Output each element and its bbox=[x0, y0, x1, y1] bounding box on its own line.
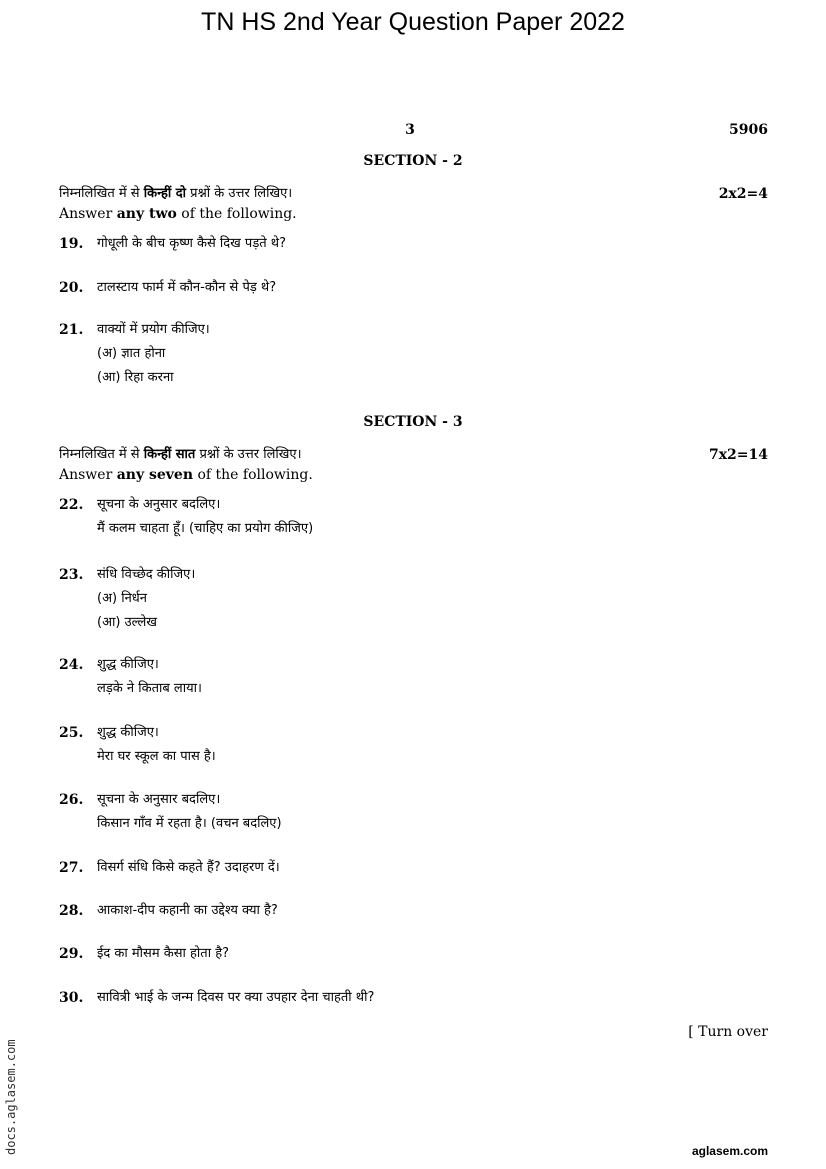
section-2-instruction-english: Answer any two of the following. bbox=[59, 206, 297, 222]
section-3-instructions bbox=[59, 444, 769, 486]
section-3-heading: SECTION - 3 bbox=[363, 414, 463, 430]
question-25: 25. शुद्ध कीजिए। मेरा घर स्कूल का पास है। bbox=[59, 725, 216, 764]
section-2-instruction-hindi: निम्नलिखित में से किन्हीं दो प्रश्नों के उत्तर लिखिए। bbox=[59, 186, 293, 201]
question-21: 21. वाक्यों में प्रयोग कीजिए। (अ) ज्ञात होना (आ) रिहा करना bbox=[59, 318, 769, 390]
question-23: 23. संधि विच्छेद कीजिए। (अ) निर्धन (आ) उल्लेख bbox=[59, 563, 769, 635]
section-2-marks: 2x2=4 bbox=[718, 186, 768, 202]
page-banner-title: TN HS 2nd Year Question Paper 2022 bbox=[201, 8, 625, 36]
section-2-heading: SECTION - 2 bbox=[363, 153, 463, 169]
question-27: 27. विसर्ग संधि किसे कहते हैं? उदाहरण दें। bbox=[59, 860, 280, 876]
question-29: 29. ईद का मौसम कैसा होता है? bbox=[59, 946, 229, 962]
section-3-instruction-hindi: निम्नलिखित में से किन्हीं सात प्रश्नों के उत्तर लिखिए। bbox=[59, 447, 302, 462]
question-30: 30. सावित्री भाई के जन्म दिवस पर क्या उपहार देना चाहती थी? bbox=[59, 990, 375, 1006]
option-b: (आ) उल्लेख bbox=[97, 615, 157, 630]
question-24: 24. शुद्ध कीजिए। लड़के ने किताब लाया। bbox=[59, 657, 202, 696]
option-a: (अ) निर्धन bbox=[97, 591, 147, 606]
section-2-instructions bbox=[59, 183, 769, 225]
footer-site-name: aglasem.com bbox=[691, 1144, 768, 1158]
page-number: 3 bbox=[405, 122, 415, 138]
question-28: 28. आकाश-दीप कहानी का उद्देश्य क्या है? bbox=[59, 903, 278, 919]
question-22: 22. सूचना के अनुसार बदलिए। मैं कलम चाहता हूँ। (चाहिए का प्रयोग कीजिए) bbox=[59, 497, 314, 536]
option-b: (आ) रिहा करना bbox=[97, 370, 174, 385]
question-26: 26. सूचना के अनुसार बदलिए। किसान गाँव में रहता है। (वचन बदलिए) bbox=[59, 792, 282, 831]
watermark-url: docs.aglasem.com bbox=[4, 1039, 18, 1155]
section-3-marks: 7x2=14 bbox=[708, 447, 768, 463]
option-a: (अ) ज्ञात होना bbox=[97, 346, 166, 361]
question-19: 19. गोधूली के बीच कृष्ण कैसे दिख पड़ते थे? bbox=[59, 236, 287, 252]
question-20: 20. टालस्टाय फार्म में कौन-कौन से पेड़ थे? bbox=[59, 280, 277, 296]
section-3-instruction-english: Answer any seven of the following. bbox=[59, 467, 313, 483]
paper-code: 5906 bbox=[729, 122, 768, 138]
turn-over-note: [ Turn over bbox=[688, 1024, 768, 1040]
